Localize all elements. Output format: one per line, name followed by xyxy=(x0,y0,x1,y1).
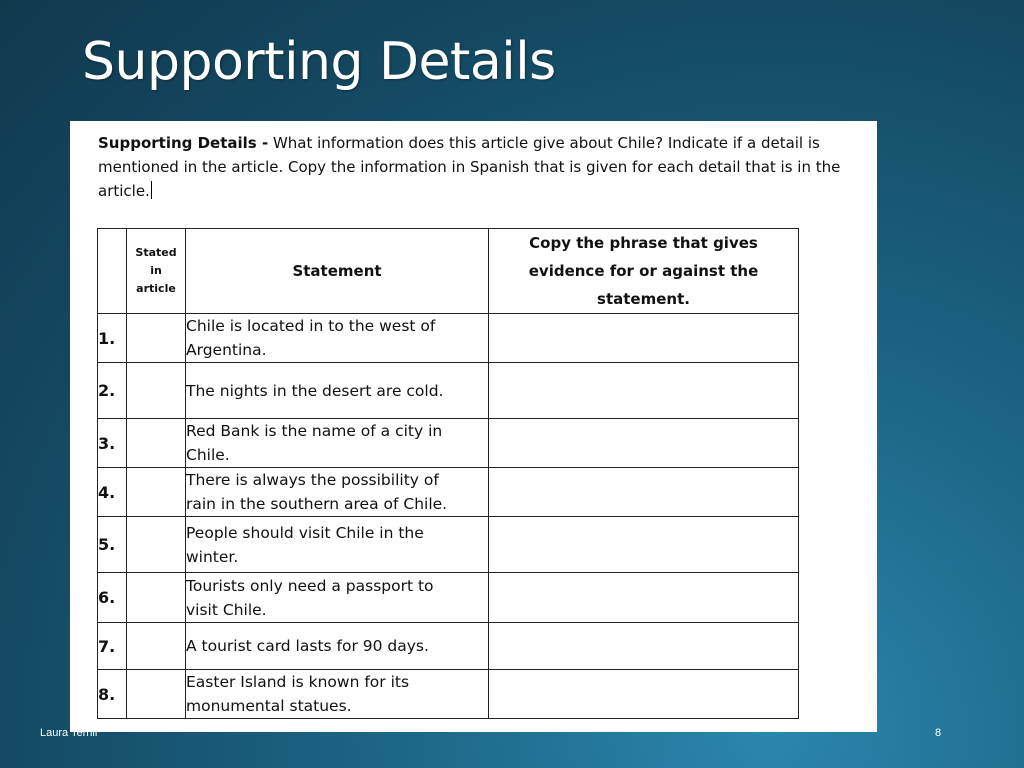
header-statement: Statement xyxy=(186,229,489,314)
table-row xyxy=(98,623,799,670)
stated-cell xyxy=(127,573,186,623)
page-number: 8 xyxy=(935,727,942,739)
row-number: 2. xyxy=(98,363,127,419)
row-number: 8. xyxy=(98,670,127,719)
supporting-details-table xyxy=(97,228,799,719)
statement-cell xyxy=(186,468,489,517)
row-number: 7. xyxy=(98,623,127,670)
evidence-cell xyxy=(489,363,799,419)
stated-cell xyxy=(127,363,186,419)
instructions-text: What information does this article give about Chile? Indicate if a detail is mentioned in the article. Copy the information in Spanish that is given for each detail that is in the article. xyxy=(98,134,841,200)
header-stated-in-article xyxy=(127,229,186,314)
statement-line: monumental statues. xyxy=(186,697,352,715)
evidence-cell xyxy=(489,314,799,363)
row-number: 1. xyxy=(98,314,127,363)
statement-line: Easter Island is known for its xyxy=(186,673,410,691)
table-row xyxy=(98,670,799,719)
stated-cell xyxy=(127,314,186,363)
statement-line: visit Chile. xyxy=(186,600,267,619)
statement-line: Chile is located in to the west of xyxy=(186,317,436,335)
table-row xyxy=(98,468,799,517)
statement-cell xyxy=(186,314,489,363)
evidence-cell xyxy=(489,517,799,573)
statement-line: The nights in the desert are cold. xyxy=(186,381,444,400)
stated-cell xyxy=(127,670,186,719)
row-number: 5. xyxy=(98,517,127,573)
table-row xyxy=(98,517,799,573)
stated-cell xyxy=(127,468,186,517)
statement-cell xyxy=(186,623,489,670)
row-number: 6. xyxy=(98,573,127,623)
evidence-cell xyxy=(489,573,799,623)
statement-line: There is always the possibility of xyxy=(186,471,439,489)
header-copy-phrase xyxy=(489,229,799,314)
header-copy-line: evidence for or against the xyxy=(528,262,759,280)
slide-title: Supporting Details xyxy=(82,32,556,92)
statement-line: winter. xyxy=(186,547,239,566)
stated-cell xyxy=(127,623,186,670)
statement-line: Tourists only need a passport to xyxy=(186,576,434,595)
statement-line: Argentina. xyxy=(186,341,267,359)
header-copy-line: statement. xyxy=(597,290,690,308)
text-cursor xyxy=(151,181,152,199)
statement-line: People should visit Chile in the xyxy=(186,523,424,542)
header-number xyxy=(98,229,127,314)
statement-line: A tourist card lasts for 90 days. xyxy=(186,637,429,655)
evidence-cell xyxy=(489,419,799,468)
table-row xyxy=(98,363,799,419)
table-row xyxy=(98,419,799,468)
header-stated-line: Stated xyxy=(135,246,177,259)
evidence-cell xyxy=(489,670,799,719)
row-number: 3. xyxy=(98,419,127,468)
statement-cell xyxy=(186,363,489,419)
evidence-cell xyxy=(489,468,799,517)
evidence-cell xyxy=(489,623,799,670)
instructions-paragraph xyxy=(98,131,858,203)
header-stated-line: in xyxy=(150,264,162,277)
table-header-row xyxy=(98,229,799,314)
worksheet-image xyxy=(70,121,877,732)
header-stated-line: article xyxy=(136,282,176,295)
statement-line: Chile. xyxy=(186,446,230,464)
statement-line: Red Bank is the name of a city in xyxy=(186,422,443,440)
stated-cell xyxy=(127,517,186,573)
row-number: 4. xyxy=(98,468,127,517)
stated-cell xyxy=(127,419,186,468)
statement-line: rain in the southern area of Chile. xyxy=(186,495,448,513)
footer-author: Laura Ternil xyxy=(40,727,98,739)
statement-cell xyxy=(186,670,489,719)
statement-cell xyxy=(186,517,489,573)
statement-cell xyxy=(186,419,489,468)
statement-cell xyxy=(186,573,489,623)
table-row xyxy=(98,573,799,623)
header-copy-line: Copy the phrase that gives xyxy=(529,234,758,252)
instructions-lead: Supporting Details - xyxy=(98,134,269,152)
table-row xyxy=(98,314,799,363)
